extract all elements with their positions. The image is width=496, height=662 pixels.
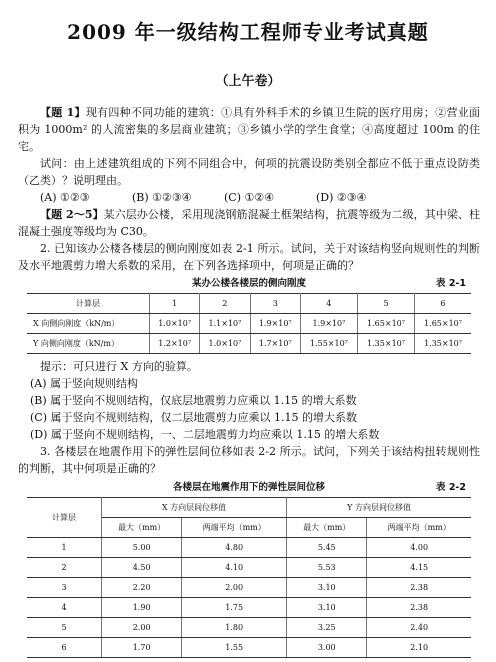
table-cell: 1.0×10⁷ — [200, 334, 250, 354]
table-cell: 2.38 — [367, 598, 471, 618]
table-2-2-caption — [18, 481, 480, 495]
table-cell: 1 — [27, 538, 102, 558]
table-row — [27, 638, 471, 658]
question-2-5-intro — [18, 206, 480, 240]
table-row — [27, 598, 471, 618]
question-2-text: 2. 已知该办公楼各楼层的侧向刚度如表 2-1 所示。试问，关于对该结构竖向规则性的判断及水平地震剪力增大系数的采用，在下列各选择项中，何项是正确的？ — [18, 242, 480, 272]
table-cell: 5.45 — [287, 538, 367, 558]
page-subtitle: （上午卷） — [215, 74, 281, 89]
table-cell: 1.65×10⁷ — [357, 314, 414, 334]
table-header-cell: 两端平均（mm） — [182, 518, 287, 538]
table-header-cell: 计算层 — [27, 294, 150, 314]
table-cell: 4.15 — [367, 558, 471, 578]
question-1 — [18, 104, 480, 155]
table-cell: 3.25 — [287, 618, 367, 638]
table-cell: 1.70 — [102, 638, 182, 658]
table-cell: 1.9×10⁷ — [300, 314, 357, 334]
table-header-cell: 4 — [300, 294, 357, 314]
displacement-table — [27, 497, 471, 658]
table-cell: 5.53 — [287, 558, 367, 578]
table-header-cell: 最大（mm） — [287, 518, 367, 538]
table-header-cell: 2 — [200, 294, 250, 314]
table-cell: 6 — [27, 638, 102, 658]
table-cell: 2.38 — [367, 578, 471, 598]
table-row — [27, 618, 471, 638]
table-cell: 1.55×10⁷ — [300, 334, 357, 354]
table-header-cell: 3 — [250, 294, 300, 314]
table-2-2-number: 表 2-2 — [436, 482, 466, 493]
table-cell: 4.80 — [182, 538, 287, 558]
table-cell: 1.80 — [182, 618, 287, 638]
table-row — [27, 334, 471, 354]
table-cell: 4.10 — [182, 558, 287, 578]
table-cell: 4.50 — [102, 558, 182, 578]
question-1-text: 现有四种不同功能的建筑：①具有外科手术的乡镇卫生院的医疗用房；②营业面积为 1000m² 的人流密集的多层商业建筑；③乡镇小学的学生食堂；④高度超过 100m 的住宅。 — [18, 106, 481, 153]
question-1-options — [40, 189, 480, 206]
table-cell: 2 — [27, 558, 102, 578]
table-cell: 5 — [27, 618, 102, 638]
question-3-text: 3. 各楼层在地震作用下的弹性层间位移如表 2-2 所示。试问，下列关于该结构扭转规则性的判断，其中何项是正确的？ — [18, 445, 480, 475]
table-cell: 1.35×10⁷ — [415, 334, 471, 354]
table-cell: 2.40 — [367, 618, 471, 638]
question-2-5-text: 某六层办公楼，采用现浇钢筋混凝土框架结构，抗震等级为二级，其中梁、柱混凝土强度等级均为 C30。 — [18, 208, 480, 238]
table-cell: X 向侧向刚度（kN/m） — [27, 314, 150, 334]
option-a: (A) ①②③ — [40, 191, 90, 204]
option-d: (D) 属于竖向不规则结构，一、二层地震剪力均应乘以 1.15 的增大系数 — [30, 428, 380, 441]
table-cell: 5.00 — [102, 538, 182, 558]
question-2-5-label: 【题 2～5】 — [40, 208, 104, 221]
displacement-table-body — [27, 538, 471, 658]
table-header-cell: 计算层 — [27, 498, 102, 538]
table-header-row — [27, 294, 471, 314]
page-title: 2009 年一级结构工程师专业考试真题 — [67, 20, 429, 44]
table-cell: 1.2×10⁷ — [150, 334, 200, 354]
option-b: (B) 属于竖向不规则结构，仅底层地震剪力应乘以 1.15 的增大系数 — [30, 394, 357, 407]
option-b: (B) ①②③④ — [132, 191, 192, 204]
table-cell: 1.55 — [182, 638, 287, 658]
option-c: (C) ①②④ — [224, 191, 275, 204]
table-cell: 1.0×10⁷ — [150, 314, 200, 334]
table-cell: 1.75 — [182, 598, 287, 618]
stiffness-table — [27, 293, 471, 354]
table-cell: 1.9×10⁷ — [250, 314, 300, 334]
table-cell: 2.00 — [102, 618, 182, 638]
table-header-cell: X 方向层间位移值 — [102, 498, 287, 518]
table-header-cell: 两端平均（mm） — [367, 518, 471, 538]
table-cell: 3.10 — [287, 578, 367, 598]
table-header-row — [27, 498, 471, 518]
table-cell: 1.1×10⁷ — [200, 314, 250, 334]
table-cell: 3.00 — [287, 638, 367, 658]
table-cell: 2.00 — [182, 578, 287, 598]
table-cell: 4 — [27, 598, 102, 618]
table-cell: 1.90 — [102, 598, 182, 618]
table-header-cell: 5 — [357, 294, 414, 314]
document-body — [18, 104, 480, 658]
table-header-cell: 1 — [150, 294, 200, 314]
table-2-1-caption — [18, 277, 480, 291]
table-row — [27, 314, 471, 334]
table-cell: 1.65×10⁷ — [415, 314, 471, 334]
table-row — [27, 578, 471, 598]
option-d: (D) ②③④ — [316, 191, 367, 204]
question-2-hint: 提示：可只进行 X 方向的验算。 — [40, 360, 198, 373]
table-cell: 2.20 — [102, 578, 182, 598]
option-a: (A) 属于竖向规则结构 — [30, 377, 139, 390]
table-header-cell: 最大（mm） — [102, 518, 182, 538]
table-row — [27, 538, 471, 558]
table-header-cell: Y 方向层间位移值 — [287, 498, 471, 518]
table-cell: 3 — [27, 578, 102, 598]
table-cell: 3.10 — [287, 598, 367, 618]
table-2-2-title: 各楼层在地震作用下的弹性层间位移 — [172, 482, 325, 493]
table-cell: 1.35×10⁷ — [357, 334, 414, 354]
table-row — [27, 558, 471, 578]
table-cell: 2.10 — [367, 638, 471, 658]
table-cell: 4.00 — [367, 538, 471, 558]
table-cell: Y 向侧向刚度（kN/m） — [27, 334, 150, 354]
table-2-1-number: 表 2-1 — [436, 278, 466, 289]
table-cell: 1.7×10⁷ — [250, 334, 300, 354]
table-2-1-title: 某办公楼各楼层的侧向刚度 — [191, 278, 306, 289]
question-1-prompt: 试问：由上述建筑组成的下列不同组合中，何项的抗震设防类别全都应不低于重点设防类（乙类）？说明理由。 — [18, 157, 480, 187]
question-1-label: 【题 1】 — [40, 106, 86, 119]
option-c: (C) 属于竖向不规则结构，仅二层地震剪力应乘以 1.15 的增大系数 — [30, 411, 357, 424]
table-header-cell: 6 — [415, 294, 471, 314]
